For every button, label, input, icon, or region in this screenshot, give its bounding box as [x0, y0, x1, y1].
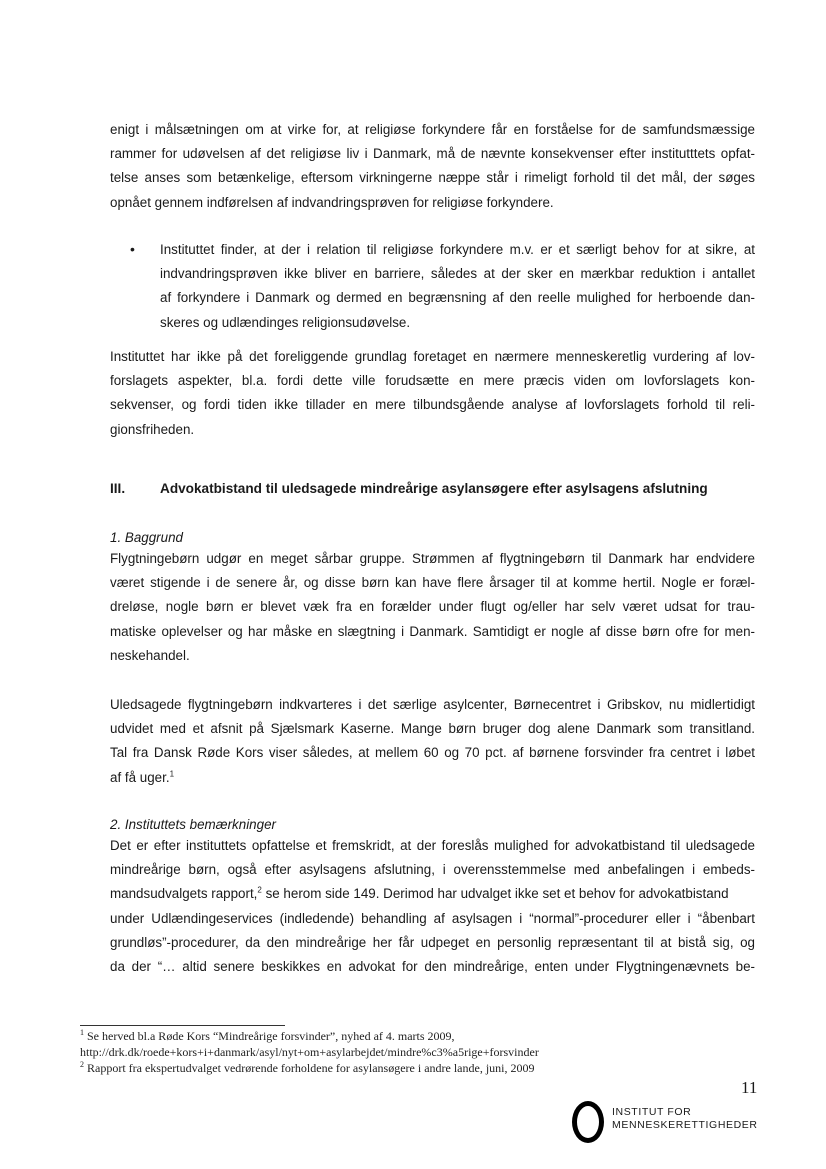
text-line: af forkyndere i Danmark og dermed en begrænsning af den reelle mulighed for herboende dan-	[160, 290, 755, 306]
text-line: forslagets aspekter, bl.a. fordi dette ville forudsætte en mere præcis viden om lovforslagets kon-	[110, 373, 755, 389]
text-line: under Udlændingeservices (indledende) behandling af asylsagen i “normal”-procedurer eller i “åbenbart	[110, 910, 755, 926]
text-line: neskehandel.	[110, 647, 190, 663]
paragraph-assessment	[110, 345, 755, 442]
institute-logo-text	[612, 1106, 758, 1132]
text-line: grundløs”-procedurer, da den mindreårige her får udpeget en personlig repræsentant til at bistå sig, og	[110, 934, 755, 950]
footnote-text: Se herved bl.a Røde Kors “Mindreårige forsvinder”, nyhed af 4. marts 2009,	[84, 1029, 455, 1043]
text-line: sekvenser, og fordi tiden ikke tillader en mere tilbundsgående analyse af lovforslagets forhold til reli-	[110, 397, 755, 413]
footnote-mark: 1	[80, 1028, 84, 1037]
bullet-icon: •	[130, 241, 135, 257]
text-line: Tal fra Dansk Røde Kors viser således, at mellem 60 og 70 pct. af børnene forsvinder fra centret i løbet	[110, 745, 755, 761]
footnote-1-url	[80, 1045, 539, 1061]
footnote-1	[80, 1029, 455, 1045]
section-number: III.	[110, 481, 126, 496]
footnote-ref-2[interactable]: 2	[257, 885, 262, 895]
paragraph-children-center	[110, 693, 755, 790]
text-fragment: af få uger.	[110, 769, 170, 785]
text-line: matiske oplevelser og har måske en slægtning i Danmark. Samtidigt er nogle af disse børn ofre for men-	[110, 623, 755, 639]
text-line	[110, 766, 755, 790]
text-line: Instituttet har ikke på det foreliggende grundlag foretaget en nærmere menneskeretlig vurdering af lov-	[110, 349, 755, 364]
text-line: dreløse, nogle børn er blevet væk fra en forælder under flugt og/eller har selv været udsat for trau-	[110, 599, 755, 615]
text-line: indvandringsprøven ikke bliver en barriere, således at der sker en mærkbar reduktion i antallet	[160, 266, 755, 282]
text-line: Flygtningebørn udgør en meget sårbar gruppe. Strømmen af flygtningebørn til Danmark har endvidere	[110, 551, 755, 566]
paragraph-background	[110, 547, 755, 668]
footnote-mark: 2	[80, 1060, 84, 1069]
logo-line-1: INSTITUT FOR	[612, 1106, 692, 1118]
footnote-ref-1[interactable]: 1	[169, 769, 175, 779]
text-line: skeres og udlændinges religionsudøvelse.	[160, 314, 411, 330]
text-line: udvidet med et afsnit på Sjælsmark Kaserne. Mange børn bruger dog alene Danmark som transitland.	[110, 721, 755, 737]
text-line: Det er efter instituttets opfattelse et fremskridt, at der foreslås mulighed for advokatbistand til uledsagede	[110, 838, 755, 853]
text-line: været stigende i de senere år, og disse børn kan have flere årsager til at komme hertil. Nogle er foræl-	[110, 575, 755, 591]
text-line	[110, 882, 755, 906]
subsection-heading-remarks: 2. Instituttets bemærkninger	[110, 817, 276, 832]
text-fragment: se herom side 149. Derimod har udvalget ikke set et behov for advokatbistand	[261, 886, 729, 902]
institute-logo-icon	[572, 1101, 604, 1143]
page-number: 11	[741, 1078, 758, 1097]
text-line: Uledsagede flygtningebørn indkvarteres i det særlige asylcenter, Børnecentret i Gribskov, nu midlertidigt	[110, 697, 755, 712]
text-line: Instituttet finder, at der i relation til religiøse forkyndere m.v. er et særligt behov for at sikre, at	[160, 242, 755, 257]
text-line: opnået gennem indførelsen af indvandringsprøven for religiøse forkyndere.	[110, 194, 554, 210]
logo-line-2: MENNESKERETTIGHEDER	[612, 1119, 758, 1131]
text-line: mindreårige børn, også efter asylsagens afslutning, i overensstemmelse med anbefalingen i embeds-	[110, 862, 755, 878]
footnote-2	[80, 1061, 535, 1077]
section-heading	[110, 481, 708, 496]
paragraph-continuation	[110, 118, 755, 215]
section-title: Advokatbistand til uledsagede mindreårige asylansøgere efter asylsagens afslutning	[160, 481, 708, 496]
footnote-divider	[80, 1025, 285, 1026]
text-line: enigt i målsætningen om at virke for, at religiøse forkyndere får en forståelse for de samfundsmæssige	[110, 122, 755, 137]
text-line: da der “… altid senere beskikkes en advokat for den mindreårige, enten under Flygtningenævnets be-	[110, 959, 755, 975]
text-line: gionsfriheden.	[110, 421, 195, 437]
bullet-item	[160, 238, 755, 335]
footnote-link[interactable]: http://drk.dk/roede+kors+i+danmark/asyl/nyt+om+asylarbejdet/mindre%c3%a5rige+forsvinder	[80, 1045, 539, 1059]
subsection-heading-background: 1. Baggrund	[110, 530, 183, 545]
text-line: rammer for udøvelsen af det religiøse liv i Danmark, må de nævnte konsekvenser efter institutttets opfat-	[110, 146, 755, 162]
text-fragment: mandsudvalgets rapport,	[110, 886, 258, 902]
text-line: telse anses som betænkelige, eftersom virkningerne næppe står i rimeligt forhold til det mål, der søges	[110, 170, 755, 186]
paragraph-remarks	[110, 834, 755, 979]
footnote-text: Rapport fra ekspertudvalget vedrørende forholdene for asylansøgere i andre lande, juni, 2009	[84, 1061, 535, 1075]
